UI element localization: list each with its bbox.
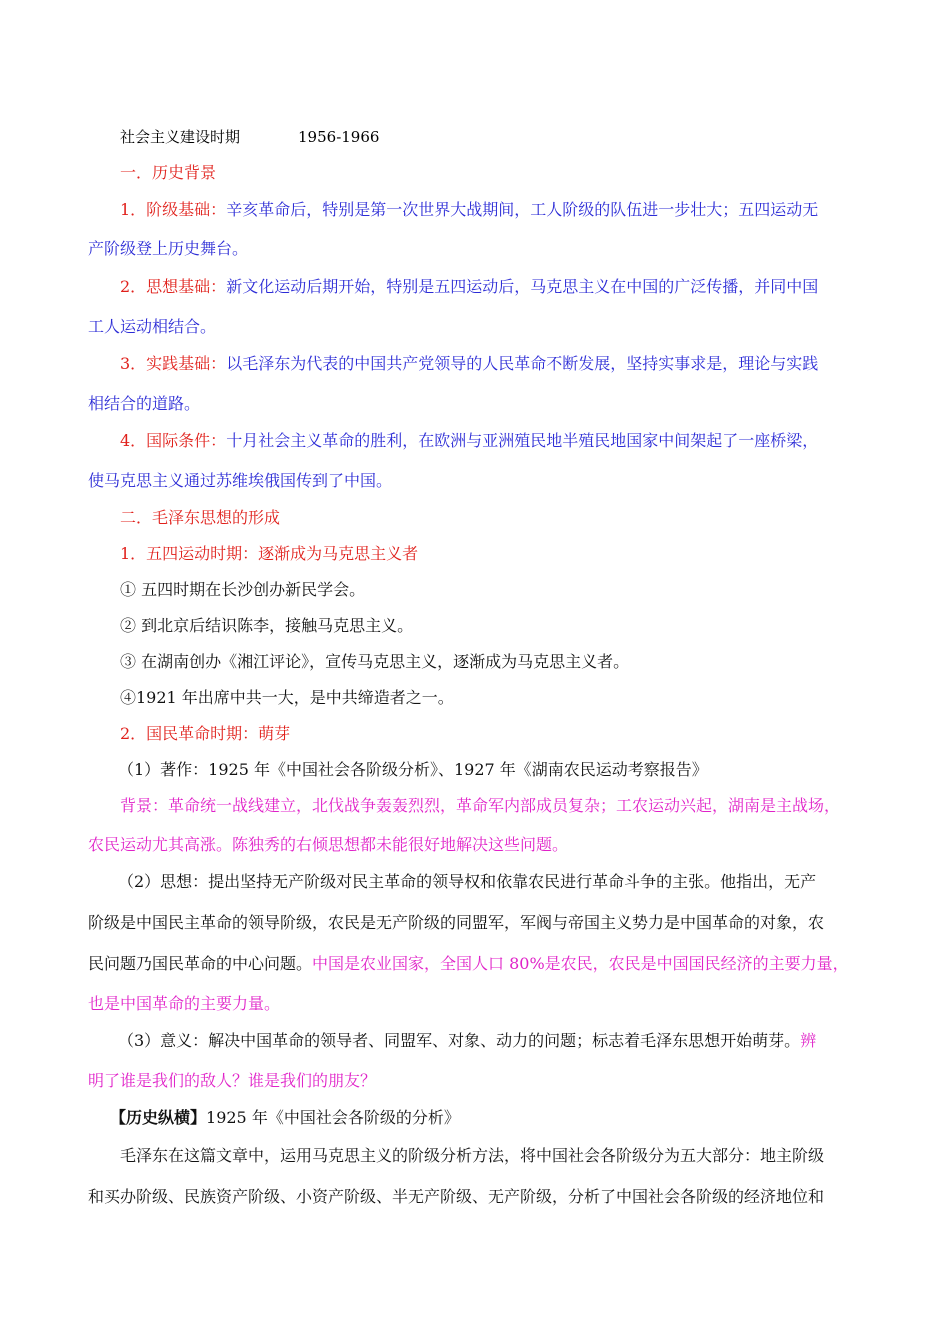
meaning-text-plain: （3）意义：解决中国革命的领导者、同盟军、对象、动力的问题；标志着毛泽东思想开始萌芽。 — [118, 1031, 801, 1050]
history-title: 1925 年《中国社会各阶级的分析》 — [206, 1108, 460, 1127]
label-class-basis: 1．阶级基础： — [120, 200, 227, 219]
paragraph-ideological-basis — [120, 276, 818, 298]
subheading-may-fourth: 1．五四运动时期：逐渐成为马克思主义者 — [120, 544, 419, 563]
section-heading-background: 一．历史背景 — [120, 163, 217, 182]
thought-text-plain: 民问题乃国民革命的中心问题。 — [88, 954, 313, 973]
history-text-cont: 和买办阶级、民族资产阶级、小资产阶级、半无产阶级、无产阶级，分析了中国社会各阶级的经济地位和 — [88, 1187, 825, 1206]
page-header — [120, 126, 379, 148]
label-practical-basis: 3．实践基础： — [120, 354, 227, 373]
text-ideological-basis: 新文化运动后期开始，特别是五四运动后，马克思主义在中国的广泛传播，并同中国 — [226, 277, 819, 296]
list-item: ① 五四时期在长沙创办新民学会。 — [120, 580, 366, 599]
works-line: （1）著作：1925 年《中国社会各阶级分析》、1927 年《湖南农民运动考察报告》 — [118, 760, 708, 779]
label-international: 4．国际条件： — [120, 431, 227, 450]
background-text: 背景：革命统一战线建立，北伐战争轰轰烈烈，革命军内部成员复杂；工农运动兴起，湖南是主战场， — [120, 796, 841, 815]
paragraph-class-basis — [120, 199, 818, 221]
thought-text-highlight-cont: 也是中国革命的主要力量。 — [88, 994, 281, 1013]
subheading-national-revolution: 2．国民革命时期：萌芽 — [120, 724, 291, 743]
text-international: 十月社会主义革命的胜利，在欧洲与亚洲殖民地半殖民地国家中间架起了一座桥梁， — [226, 431, 819, 450]
thought-text-highlight: 中国是农业国家，全国人口 80%是农民，农民是中国国民经济的主要力量， — [312, 954, 849, 973]
period-years: 1956-1966 — [298, 128, 380, 146]
history-heading — [110, 1107, 460, 1129]
background-text-cont: 农民运动尤其高涨。陈独秀的右倾思想都未能很好地解决这些问题。 — [88, 835, 569, 854]
paragraph-practical-basis — [120, 353, 818, 375]
section-heading-formation: 二．毛泽东思想的形成 — [120, 508, 281, 527]
history-text: 毛泽东在这篇文章中，运用马克思主义的阶级分析方法，将中国社会各阶级分为五大部分：地主阶级 — [120, 1146, 825, 1165]
thought-text-line3 — [88, 953, 849, 975]
text-class-basis-cont: 产阶级登上历史舞台。 — [88, 239, 249, 258]
text-class-basis: 辛亥革命后，特别是第一次世界大战期间，工人阶级的队伍进一步壮大；五四运动无 — [226, 200, 819, 219]
meaning-text — [118, 1030, 816, 1052]
text-international-cont: 使马克思主义通过苏维埃俄国传到了中国。 — [88, 471, 393, 490]
history-tag: 【历史纵横】 — [110, 1108, 207, 1127]
thought-text: （2）思想：提出坚持无产阶级对民主革命的领导权和依靠农民进行革命斗争的主张。他指出，无产 — [118, 872, 817, 891]
meaning-text-highlight: 辨 — [800, 1031, 817, 1050]
paragraph-international — [120, 430, 818, 452]
period-title: 社会主义建设时期 — [120, 128, 241, 146]
meaning-text-cont: 明了谁是我们的敌人？谁是我们的朋友？ — [88, 1071, 377, 1090]
list-item: ③ 在湖南创办《湘江评论》，宣传马克思主义，逐渐成为马克思主义者。 — [120, 652, 630, 671]
label-ideological-basis: 2．思想基础： — [120, 277, 227, 296]
text-practical-basis: 以毛泽东为代表的中国共产党领导的人民革命不断发展，坚持实事求是，理论与实践 — [226, 354, 819, 373]
text-practical-basis-cont: 相结合的道路。 — [88, 394, 201, 413]
list-item: ④1921 年出席中共一大，是中共缔造者之一。 — [120, 688, 454, 707]
thought-text-cont: 阶级是中国民主革命的领导阶级，农民是无产阶级的同盟军，军阀与帝国主义势力是中国革命的对象，农 — [88, 913, 825, 932]
list-item: ② 到北京后结识陈李，接触马克思主义。 — [120, 616, 414, 635]
text-ideological-basis-cont: 工人运动相结合。 — [88, 317, 217, 336]
